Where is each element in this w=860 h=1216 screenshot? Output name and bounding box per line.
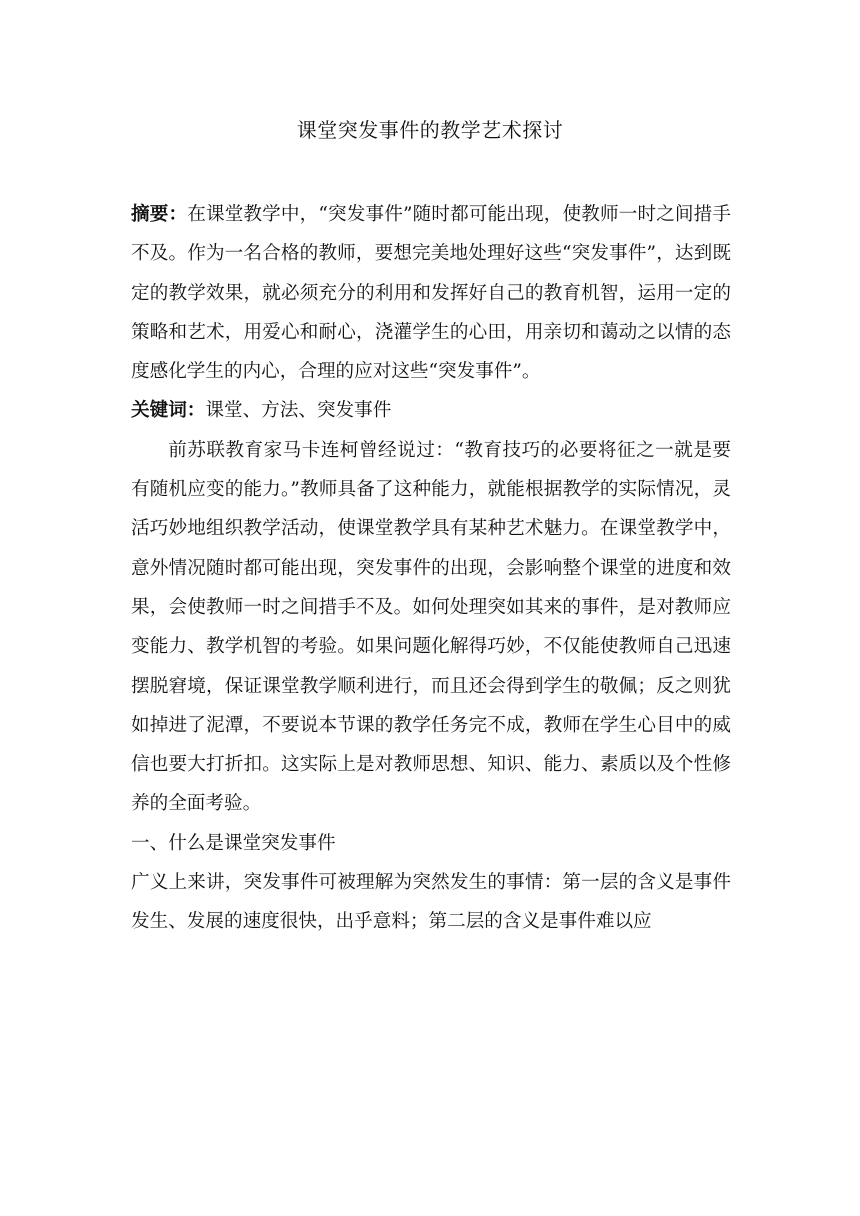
keywords-paragraph [131,391,731,430]
abstract-paragraph [131,195,731,391]
document-title: 课堂突发事件的教学艺术探讨 [296,118,564,142]
keywords-text: 课堂、方法、突发事件 [205,400,392,422]
section-heading: 一、什么是课堂突发事件 [131,832,336,854]
document-body [131,195,731,942]
section-paragraph: 广义上来讲，突发事件可被理解为突然发生的事情：第一层的含义是事件发生、发展的速度很快，出乎意料；第二层的含义是事件难以应 [131,872,731,933]
intro-paragraph: 前苏联教育家马卡连柯曾经说过：“教育技巧的必要将征之一就是要有随机应变的能力。”教师具备了这种能力，就能根据教学的实际情况，灵活巧妙地组织教学活动，使课堂教学具有某种艺术魅力。在课堂教学中，意外情况随时都可能出现，突发事件的出现，会影响整个课堂的进度和效果，会使教师一时之间措手不及。如何处理突如其来的事件，是对教师应变能力、教学机智的考验。如果问题化解得巧妙，不仅能使教师自己迅速摆脱窘境，保证课堂教学顺利进行，而且还会得到学生的敬佩；反之则犹如掉进了泥潭，不要说本节课的教学任务完不成，教师在学生心目中的威信也要大打折扣。这实际上是对教师思想、知识、能力、素质以及个性修养的全面考验。 [131,439,731,815]
abstract-text: 在课堂教学中，“突发事件”随时都可能出现，使教师一时之间措手不及。作为一名合格的教师，要想完美地处理好这些“突发事件”，达到既定的教学效果，就必须充分的利用和发挥好自己的教育机智，运用一定的策略和艺术，用爱心和耐心，浇灌学生的心田，用亲切和蔼动之以情的态度感化学生的内心，合理的应对这些“突发事件”。 [131,204,731,383]
abstract-label: 摘要： [131,204,188,225]
keywords-label: 关键词： [131,400,206,422]
